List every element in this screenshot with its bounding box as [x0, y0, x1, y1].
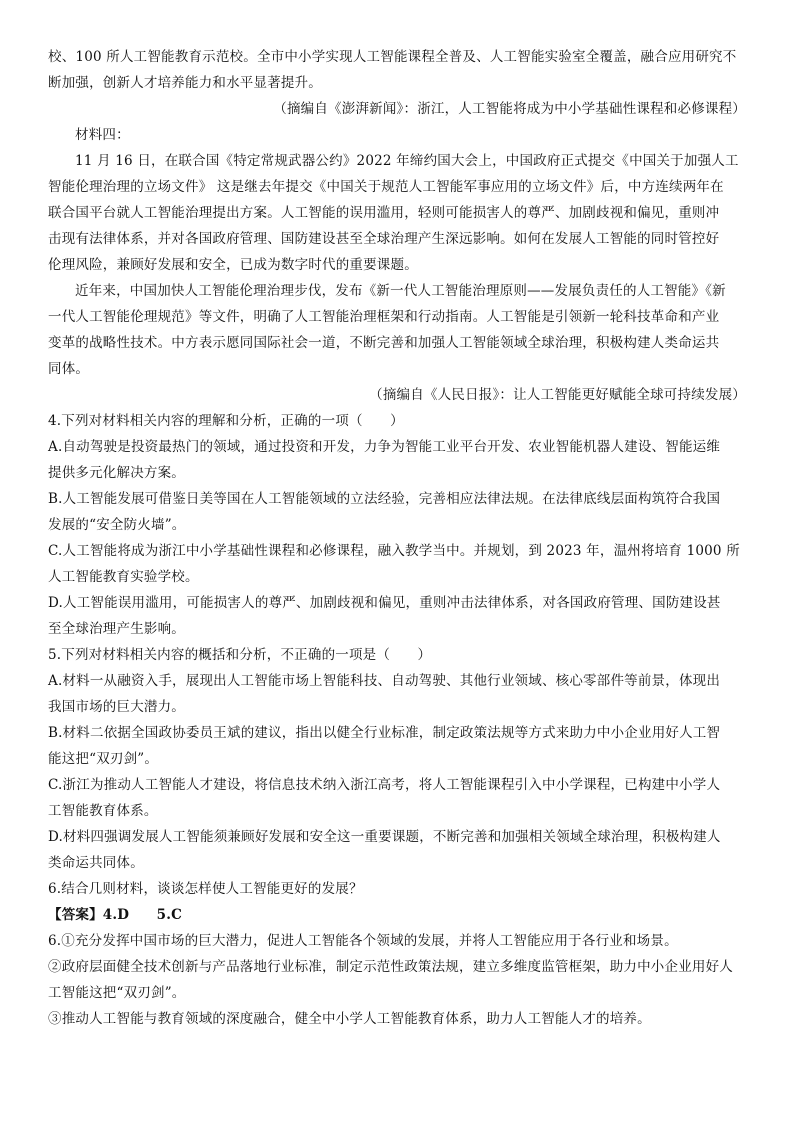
text-line: 11 月 16 日，在联合国《特定常规武器公约》2022 年缔约国大会上，中国政府正式提交《中国关于加强人工 [75, 153, 739, 169]
text-line: A.自动驾驶是投资最热门的领域，通过投资和开发，力争为智能工业平台开发、农业智能机器人建设、智能运维 [48, 439, 721, 455]
text-line: 同体。 [48, 361, 90, 377]
text-line: A.材料一从融资入手，展现出人工智能市场上智能科技、自动驾驶、其他行业领域、核心零部件等前景，体现出 [48, 673, 721, 689]
text-line: 击现有法律体系，并对各国政府管理、国防建设甚至全球治理产生深远影响。如何在发展人工智能的同时管控好 [48, 231, 720, 247]
text-line: 能这把“双刃剑”。 [48, 751, 159, 767]
text-line: 5.下列对材料相关内容的概括和分析，不正确的一项是（ ） [48, 647, 432, 663]
text-line: 人工智能教育实验学校。 [48, 569, 199, 585]
text-line: ②政府层面健全技术创新与产品落地行业标准，制定示范性政策法规，建立多维度监管框架，助力中小企业用好人 [48, 959, 733, 975]
text-line: 工智能教育体系。 [48, 803, 158, 819]
text-line: 伦理风险，兼顾好发展和安全，已成为数字时代的重要课题。 [48, 257, 418, 273]
text-line: 【答案】4.D 5.C [48, 907, 183, 923]
text-line: 发展的“安全防火墙”。 [48, 517, 186, 533]
text-line: 提供多元化解决方案。 [48, 465, 185, 481]
text-line: 工智能这把“双刃剑”。 [48, 985, 186, 1001]
text-line: 联合国平台就人工智能治理提出方案。人工智能的误用滥用，轻则可能损害人的尊严、加剧歧视和偏见，重则冲 [48, 205, 720, 221]
text-line: 至全球治理产生影响。 [48, 621, 185, 637]
text-line: ③推动人工智能与教育领域的深度融合，健全中小学人工智能教育体系，助力人工智能人才的培养。 [48, 1011, 651, 1027]
text-line: D.人工智能误用滥用，可能损害人的尊严、加剧歧视和偏见，重则冲击法律体系，对各国政府管理、国防建设甚 [48, 595, 721, 611]
text-line: 近年来，中国加快人工智能伦理治理步伐，发布《新一代人工智能治理原则——发展负责任的人工智能》《新 [75, 283, 726, 299]
text-line: 材料四： [75, 127, 130, 143]
text-line: C.浙江为推动人工智能人才建设，将信息技术纳入浙江高考，将人工智能课程引入中小学课程，已构建中小学人 [48, 777, 721, 793]
text-line: 校、100 所人工智能教育示范校。全市中小学实现人工智能课程全普及、人工智能实验室全覆盖，融合应用研究不 [48, 49, 737, 65]
text-line: 智能伦理治理的立场文件》 这是继去年提交《中国关于规范人工智能军事应用的立场文件》后，中方连续两年在 [48, 179, 724, 195]
text-line: B.人工智能发展可借鉴日美等国在人工智能领域的立法经验，完善相应法律法规。在法律底线层面构筑符合我国 [48, 491, 721, 507]
text-line: 类命运共同体。 [48, 855, 144, 871]
text-line: 我国市场的巨大潜力。 [48, 699, 185, 715]
text-line: （摘编自《人民日报》：让人工智能更好赋能全球可持续发展） [369, 387, 746, 403]
text-line: 6.结合几则材料，谈谈怎样使人工智能更好的发展？ [48, 881, 363, 897]
text-line: 断加强，创新人才培养能力和水平显著提升。 [48, 75, 322, 91]
text-line: C.人工智能将成为浙江中小学基础性课程和必修课程，融入教学当中。并规划，到 2023 年，温州将培育 1000 所 [48, 543, 740, 559]
text-line: 6.①充分发挥中国市场的巨大潜力，促进人工智能各个领域的发展，并将人工智能应用于各行业和场景。 [48, 933, 678, 949]
text-line: （摘编自《澎湃新闻》：浙江，人工智能将成为中小学基础性课程和必修课程） [273, 101, 746, 117]
document-body [48, 44, 746, 1032]
text-line: 一代人工智能伦理规范》等文件，明确了人工智能治理框架和行动指南。人工智能是引领新一轮科技革命和产业 [48, 309, 720, 325]
text-line: 4.下列对材料相关内容的理解和分析，正确的一项（ ） [48, 413, 404, 429]
text-line: B.材料二依据全国政协委员王斌的建议，指出以健全行业标准，制定政策法规等方式来助力中小企业用好人工智 [48, 725, 721, 741]
text-line: D.材料四强调发展人工智能须兼顾好发展和安全这一重要课题，不断完善和加强相关领域全球治理，积极构建人 [48, 829, 721, 845]
text-line: 变革的战略性技术。中方表示愿同国际社会一道，不断完善和加强人工智能领域全球治理，积极构建人类命运共 [48, 335, 720, 351]
